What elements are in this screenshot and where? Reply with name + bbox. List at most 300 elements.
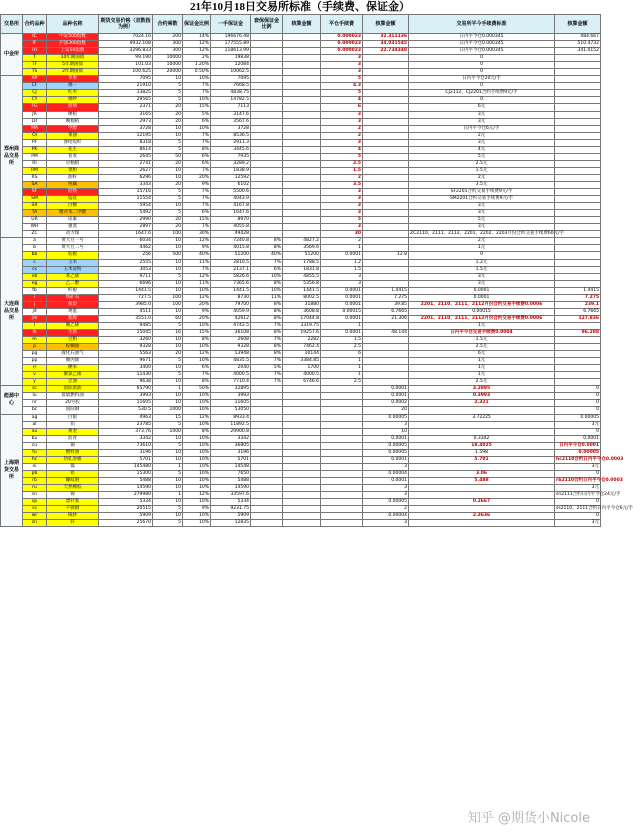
- value-cell: 0.00004: [363, 470, 409, 477]
- value-cell: 49428: [211, 231, 251, 238]
- value-cell: [251, 414, 283, 421]
- value-cell: [283, 203, 321, 210]
- value-cell: 3.5元: [409, 181, 555, 188]
- value-cell: [251, 421, 283, 428]
- value-cell: 11605: [211, 400, 251, 407]
- value-cell: 5: [153, 146, 183, 153]
- value-cell: [321, 449, 363, 456]
- table-row: [1, 189, 601, 196]
- value-cell: [283, 386, 321, 393]
- value-cell: 3.06: [409, 470, 555, 477]
- value-cell: [283, 160, 321, 167]
- value-cell: [409, 506, 555, 513]
- value-cell: 10%: [183, 456, 211, 463]
- exchange-cell: 郑州商品交易所: [1, 76, 23, 238]
- table-row: [1, 456, 601, 463]
- value-cell: 0.0001: [363, 477, 409, 484]
- value-cell: 9%: [183, 506, 211, 513]
- table-row: [1, 358, 601, 365]
- value-cell: [409, 463, 555, 470]
- value-cell: 6696: [99, 280, 153, 287]
- value-cell: 29565: [99, 97, 153, 104]
- value-cell: 3608.8: [283, 308, 321, 315]
- value-cell: [283, 125, 321, 132]
- contract-code: sc: [23, 386, 47, 393]
- value-cell: [363, 181, 409, 188]
- value-cell: [555, 111, 601, 118]
- table-row: [1, 62, 601, 69]
- contract-code: TA: [23, 210, 47, 217]
- value-cell: 12%: [183, 48, 211, 55]
- product-name: 精对苯二甲酸: [47, 210, 99, 217]
- product-name: 硅铁: [47, 189, 99, 196]
- value-cell: [251, 386, 283, 393]
- column-header: 核算金额: [555, 15, 601, 34]
- exchange-cell: 能源中心: [1, 386, 23, 414]
- value-cell: 484.667: [555, 34, 601, 41]
- contract-code: pb: [23, 470, 47, 477]
- value-cell: 3: [321, 139, 363, 146]
- value-cell: 7710.4: [211, 379, 251, 386]
- value-cell: 39.85: [363, 301, 409, 308]
- table-row: [1, 104, 601, 111]
- value-cell: 2973: [99, 118, 153, 125]
- contract-code: pg: [23, 351, 47, 358]
- contract-code: TS: [23, 69, 47, 76]
- value-cell: 53050: [211, 407, 251, 414]
- value-cell: hc2110合约日内平今仓0.0003: [556, 456, 624, 462]
- value-cell: 101.03: [99, 62, 153, 69]
- value-cell: [251, 69, 283, 76]
- value-cell: 31880: [283, 301, 321, 308]
- table-row: [1, 315, 601, 322]
- value-cell: 10: [153, 456, 183, 463]
- value-cell: 19257.6: [283, 329, 321, 336]
- value-cell: 2990: [99, 217, 153, 224]
- value-cell: 5.701: [409, 456, 555, 463]
- value-cell: 10%: [183, 125, 211, 132]
- value-cell: [321, 520, 363, 527]
- contract-code: ni: [23, 463, 47, 470]
- value-cell: [321, 456, 363, 463]
- value-cell: 5: [153, 358, 183, 365]
- value-cell: 15: [153, 414, 183, 421]
- value-cell: 10: [153, 259, 183, 266]
- value-cell: 3.5: [321, 181, 363, 188]
- value-cell: 127.836: [555, 315, 601, 322]
- product-name: 聚乙烯: [47, 322, 99, 329]
- product-name: 菜粕: [47, 167, 99, 174]
- value-cell: [363, 55, 409, 62]
- product-name: 涤纶短纤: [47, 139, 99, 146]
- contract-code: al: [23, 421, 47, 428]
- value-cell: 3元: [409, 118, 555, 125]
- value-cell: 99.190: [99, 55, 153, 62]
- table-row: [1, 485, 601, 492]
- value-cell: 17044.8: [283, 315, 321, 322]
- value-cell: 500: [153, 252, 183, 259]
- value-cell: 3342: [211, 435, 251, 442]
- value-cell: [555, 55, 601, 62]
- value-cell: 40%: [251, 252, 283, 259]
- value-cell: ss2110、2111合约日内平今仓6元/手: [556, 506, 633, 512]
- contract-code: WH: [23, 224, 47, 231]
- contract-code: eg: [23, 280, 47, 287]
- table-row: [1, 210, 601, 217]
- value-cell: 10%: [183, 520, 211, 527]
- table-row: [1, 442, 601, 449]
- value-cell: 1元: [409, 372, 555, 379]
- table-row: [1, 379, 601, 386]
- column-header: 合约品种: [23, 15, 47, 34]
- contract-code: PM: [23, 153, 47, 160]
- value-cell: 7%: [183, 266, 211, 273]
- value-cell: [283, 76, 321, 83]
- value-cell: [363, 111, 409, 118]
- value-cell: 13825: [99, 90, 153, 97]
- value-cell: [251, 428, 283, 435]
- value-cell: 0: [555, 407, 601, 414]
- contract-code: PK: [23, 146, 47, 153]
- value-cell: [283, 181, 321, 188]
- table-row: [1, 421, 601, 428]
- value-cell: [555, 351, 601, 358]
- product-name: 沪深300指数: [47, 41, 99, 48]
- value-cell: [283, 69, 321, 76]
- value-cell: 12%: [183, 351, 211, 358]
- value-cell: 2.5: [321, 344, 363, 351]
- value-cell: 32.311136: [363, 34, 409, 41]
- value-cell: 1.4415: [555, 287, 601, 294]
- contract-code: p: [23, 344, 47, 351]
- product-name: 玉米: [47, 259, 99, 266]
- product-name: 低硫燃料油: [47, 393, 99, 400]
- value-cell: [409, 421, 555, 428]
- table-row: [1, 322, 601, 329]
- value-cell: 1.4415: [363, 287, 409, 294]
- product-name: 锰硅: [47, 196, 99, 203]
- product-name: 生猪: [47, 329, 99, 336]
- value-cell: 14590: [99, 485, 153, 492]
- contract-code: OI: [23, 132, 47, 139]
- value-cell: 3289.2: [211, 160, 251, 167]
- value-cell: 5: [153, 90, 183, 97]
- value-cell: [251, 41, 283, 48]
- value-cell: 4827.2: [283, 238, 321, 245]
- product-name: 国际原油: [47, 386, 99, 393]
- value-cell: 1000: [153, 428, 183, 435]
- value-cell: 日内平今仓0.000345: [409, 41, 555, 48]
- value-cell: [409, 485, 555, 492]
- product-name: 20号胶: [47, 400, 99, 407]
- value-cell: 2911.3: [211, 139, 251, 146]
- value-cell: 3053: [99, 266, 153, 273]
- value-cell: 10%: [183, 76, 211, 83]
- value-cell: 4059.9: [211, 308, 251, 315]
- value-cell: 2.5元: [409, 344, 555, 351]
- value-cell: 10: [153, 266, 183, 273]
- value-cell: 7095: [99, 76, 153, 83]
- table-row: [1, 386, 601, 393]
- value-cell: [363, 132, 409, 139]
- value-cell: [321, 435, 363, 442]
- contract-code: UR: [23, 217, 47, 224]
- value-cell: 1700: [283, 365, 321, 372]
- value-cell: [409, 428, 555, 435]
- value-cell: [283, 90, 321, 97]
- value-cell: 10%: [183, 485, 211, 492]
- value-cell: 10%: [183, 400, 211, 407]
- value-cell: [555, 174, 601, 181]
- product-name: 纯碱: [47, 181, 99, 188]
- value-cell: 9%: [183, 181, 211, 188]
- column-header: 保证金比例: [183, 15, 211, 34]
- table-row: [1, 238, 601, 245]
- value-cell: 4167.8: [211, 203, 251, 210]
- value-cell: [283, 407, 321, 414]
- contract-code: l: [23, 322, 47, 329]
- value-cell: [251, 146, 283, 153]
- value-cell: 5: [153, 273, 183, 280]
- value-cell: [283, 428, 321, 435]
- value-cell: [283, 421, 321, 428]
- value-cell: 10: [153, 435, 183, 442]
- value-cell: 10000: [153, 55, 183, 62]
- contract-code: au: [23, 428, 47, 435]
- value-cell: 15%: [183, 329, 211, 336]
- value-cell: [251, 393, 283, 400]
- value-cell: [321, 442, 363, 449]
- contract-code: SR: [23, 203, 47, 210]
- value-cell: 10144: [283, 351, 321, 358]
- table-row: [1, 146, 601, 153]
- product-name: 棕榈油: [47, 344, 99, 351]
- value-cell: 373.76: [99, 428, 153, 435]
- value-cell: [363, 210, 409, 217]
- value-cell: 2: [321, 238, 363, 245]
- value-cell: [283, 62, 321, 69]
- value-cell: 10%: [183, 344, 211, 351]
- value-cell: 3342: [99, 435, 153, 442]
- product-name: 乙二醇: [47, 280, 99, 287]
- value-cell: 10%: [183, 407, 211, 414]
- table-row: [1, 513, 601, 520]
- product-name: 焦煤: [47, 315, 99, 322]
- value-cell: 2201、2110、2111、2112月份合约交易手续费0.0006: [409, 301, 555, 308]
- value-cell: 5: [153, 421, 183, 428]
- value-cell: [555, 189, 601, 196]
- value-cell: 2.5元: [409, 160, 555, 167]
- value-cell: [555, 217, 601, 224]
- value-cell: 3元: [409, 203, 555, 210]
- value-cell: [321, 470, 363, 477]
- contract-code: RS: [23, 174, 47, 181]
- value-cell: 8%: [183, 428, 211, 435]
- contract-code: sp: [23, 499, 47, 506]
- value-cell: [251, 477, 283, 484]
- product-name: 铅: [47, 470, 99, 477]
- value-cell: [321, 421, 363, 428]
- value-cell: 8614: [99, 146, 153, 153]
- product-name: 菜油: [47, 132, 99, 139]
- value-cell: [363, 146, 409, 153]
- value-cell: 23785: [99, 421, 153, 428]
- value-cell: 3569.6: [283, 245, 321, 252]
- value-cell: 8%: [251, 245, 283, 252]
- value-cell: [363, 280, 409, 287]
- value-cell: 4855.5: [283, 273, 321, 280]
- contract-code: LR: [23, 118, 47, 125]
- contract-code: IC: [23, 34, 47, 41]
- value-cell: SM2201合约交易手续费9元/手: [409, 196, 555, 203]
- value-cell: 1: [153, 386, 183, 393]
- value-cell: 3: [363, 463, 409, 470]
- product-name: 棉纱: [47, 97, 99, 104]
- value-cell: 15716: [99, 189, 153, 196]
- value-cell: 8%: [251, 238, 283, 245]
- table-row: [1, 153, 601, 160]
- value-cell: [555, 379, 601, 386]
- product-name: 中证500指数: [47, 34, 99, 41]
- value-cell: 4: [321, 146, 363, 153]
- column-header: 交易所: [1, 15, 23, 34]
- value-cell: 11605: [99, 400, 153, 407]
- value-cell: [555, 280, 601, 287]
- table-row: [1, 76, 601, 83]
- value-cell: 15%: [183, 104, 211, 111]
- table-row: [1, 139, 601, 146]
- contract-code: a: [23, 238, 47, 245]
- value-cell: 239.1: [555, 301, 601, 308]
- value-cell: 2627: [99, 167, 153, 174]
- value-cell: 6%: [183, 160, 211, 167]
- value-cell: 7%: [183, 90, 211, 97]
- value-cell: [283, 34, 321, 41]
- value-cell: 5334: [211, 499, 251, 506]
- value-cell: 7%: [183, 167, 211, 174]
- value-cell: 1441.5: [99, 287, 153, 294]
- value-cell: [251, 485, 283, 492]
- product-name: 动力煤: [47, 231, 99, 238]
- value-cell: 100.625: [99, 69, 153, 76]
- contract-code: ss: [23, 506, 47, 513]
- product-name: 黄大豆二号: [47, 245, 99, 252]
- value-cell: 21.306: [363, 315, 409, 322]
- value-cell: 7%: [183, 83, 211, 90]
- value-cell: 20515: [99, 506, 153, 513]
- value-cell: CJ2112、CJ2201合约手续费9元/手: [409, 90, 555, 97]
- value-cell: [321, 513, 363, 520]
- value-cell: [283, 499, 321, 506]
- value-cell: 20000: [153, 69, 183, 76]
- value-cell: 3260: [99, 337, 153, 344]
- table-row: [1, 132, 601, 139]
- value-cell: 10%: [183, 470, 211, 477]
- value-cell: [555, 210, 601, 217]
- value-cell: [555, 372, 601, 379]
- value-cell: [251, 48, 283, 55]
- value-cell: 5909: [211, 513, 251, 520]
- value-cell: 36805: [211, 442, 251, 449]
- value-cell: 4932.108: [99, 41, 153, 48]
- product-name: 豆油: [47, 379, 99, 386]
- product-name: 玉米淀粉: [47, 266, 99, 273]
- value-cell: 10: [153, 287, 183, 294]
- value-cell: [283, 210, 321, 217]
- value-cell: 0.0001: [321, 252, 363, 259]
- value-cell: 12835: [211, 520, 251, 527]
- product-name: 聚丙烯: [47, 358, 99, 365]
- table-row: [1, 217, 601, 224]
- value-cell: 9%: [183, 308, 211, 315]
- value-cell: 19838: [211, 55, 251, 62]
- value-cell: [555, 83, 601, 90]
- value-cell: [251, 203, 283, 210]
- value-cell: [321, 492, 363, 499]
- value-cell: 6%: [251, 266, 283, 273]
- value-cell: 279980: [99, 492, 153, 499]
- value-cell: [251, 217, 283, 224]
- value-cell: [251, 224, 283, 231]
- value-cell: [283, 414, 321, 421]
- value-cell: 1.2元: [409, 259, 555, 266]
- table-row: [1, 224, 601, 231]
- value-cell: [363, 273, 409, 280]
- value-cell: 7%: [183, 189, 211, 196]
- value-cell: 12592: [211, 174, 251, 181]
- contract-code: CY: [23, 97, 47, 104]
- contract-code: j: [23, 301, 47, 308]
- value-cell: [363, 351, 409, 358]
- value-cell: 3551.0: [99, 315, 153, 322]
- value-cell: 11%: [183, 259, 211, 266]
- value-cell: 5: [321, 76, 363, 83]
- value-cell: [555, 76, 601, 83]
- contract-code: rb: [23, 477, 47, 484]
- value-cell: [251, 231, 283, 238]
- value-cell: 79700: [211, 301, 251, 308]
- column-header: 交易所平今手续费标准: [409, 15, 555, 34]
- value-cell: 1.5: [321, 266, 363, 273]
- table-row: [1, 167, 601, 174]
- product-name: 铁矿石: [47, 294, 99, 301]
- product-name: 红枣: [47, 90, 99, 97]
- value-cell: [251, 435, 283, 442]
- value-cell: 0.00004: [363, 513, 409, 520]
- value-cell: 7%: [251, 358, 283, 365]
- value-cell: 4835.5: [211, 358, 251, 365]
- value-cell: 3196: [99, 449, 153, 456]
- value-cell: [555, 104, 601, 111]
- value-cell: [363, 167, 409, 174]
- value-cell: 12.8: [363, 252, 409, 259]
- value-cell: 0: [409, 55, 555, 62]
- value-cell: 0: [555, 428, 601, 435]
- value-cell: [251, 160, 283, 167]
- value-cell: 3: [363, 485, 409, 492]
- value-cell: 1: [153, 463, 183, 470]
- value-cell: sn2111合约日内平今仓24元/手: [556, 492, 621, 498]
- value-cell: [555, 344, 601, 351]
- value-cell: 9671: [99, 358, 153, 365]
- product-name: 苹果: [47, 76, 99, 83]
- value-cell: 2.5: [321, 160, 363, 167]
- value-cell: 20: [153, 351, 183, 358]
- value-cell: [251, 189, 283, 196]
- value-cell: 7650: [211, 470, 251, 477]
- value-cell: 300: [153, 41, 183, 48]
- value-cell: 5: [321, 217, 363, 224]
